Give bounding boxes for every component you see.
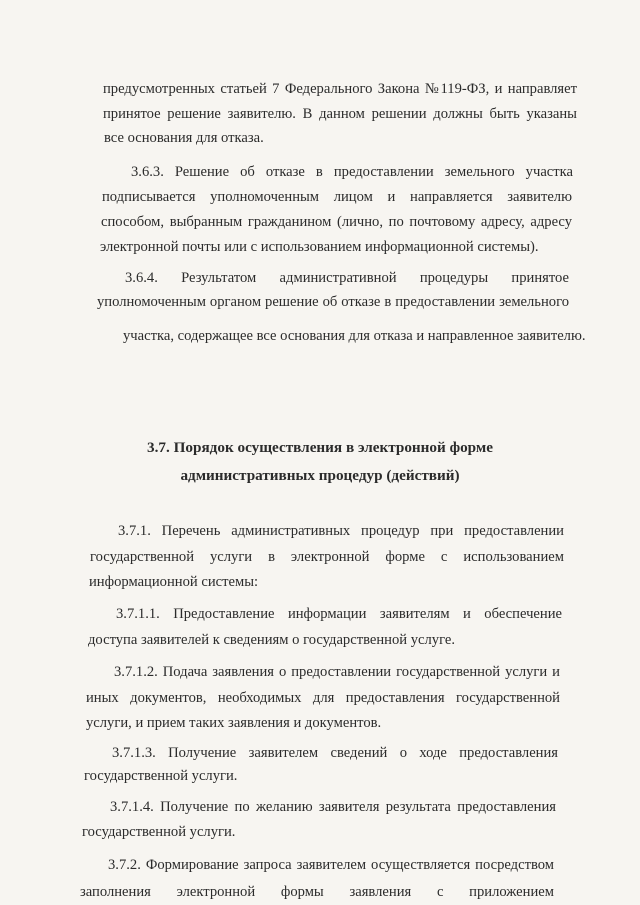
paragraph-3-7-2: 3.7.2. Формирование запроса заявителем осуществляется посредством xyxy=(108,857,554,873)
text-line: уполномоченным органом решение об отказе в предоставлении земельного xyxy=(97,294,569,310)
section-heading: 3.7. Порядок осуществления в электронной форме xyxy=(147,439,493,456)
text-line: государственной услуги. xyxy=(82,824,236,840)
text-line: принятое решение заявителю. В данном решении должны быть указаны xyxy=(103,106,577,122)
text-line: участка, содержащее все основания для отказа и направленное заявителю. xyxy=(123,328,586,344)
text-line: государственной услуги в электронной форме с использованием xyxy=(90,549,564,565)
paragraph-3-6-4: 3.6.4. Результатом административной процедуры принятое xyxy=(125,270,569,286)
paragraph-3-7-1-2: 3.7.1.2. Подача заявления о предоставлении государственной услуги и xyxy=(114,664,560,680)
section-heading: административных процедур (действий) xyxy=(180,467,460,484)
text-line: все основания для отказа. xyxy=(104,130,264,146)
text-line: иных документов, необходимых для предоставления государственной xyxy=(86,690,560,706)
text-line: услуги, и прием таких заявления и документов. xyxy=(86,715,382,731)
text-line: электронной почты или с использованием информационной системы). xyxy=(100,239,539,255)
paragraph-3-7-1: 3.7.1. Перечень административных процедур при предоставлении xyxy=(118,523,564,539)
paragraph-3-7-1-1: 3.7.1.1. Предоставление информации заявителям и обеспечение xyxy=(116,606,562,622)
paragraph-3-7-1-4: 3.7.1.4. Получение по желанию заявителя результата предоставления xyxy=(110,799,556,815)
text-line: подписывается уполномоченным лицом и направляется заявителю xyxy=(102,189,572,205)
paragraph-3-6-3: 3.6.3. Решение об отказе в предоставлении земельного участка xyxy=(131,164,573,180)
text-line: доступа заявителей к сведениям о государственной услуге. xyxy=(88,632,456,648)
text-line: заполнения электронной формы заявления с приложением xyxy=(80,884,554,900)
text-line: информационной системы: xyxy=(89,574,259,590)
text-line: предусмотренных статьей 7 Федерального Закона №119-ФЗ, и направляет xyxy=(103,81,577,97)
paragraph-3-7-1-3: 3.7.1.3. Получение заявителем сведений о ходе предоставления xyxy=(112,745,558,761)
text-line: государственной услуги. xyxy=(84,768,238,784)
text-line: способом, выбранным гражданином (лично, по почтовому адресу, адресу xyxy=(101,214,572,230)
